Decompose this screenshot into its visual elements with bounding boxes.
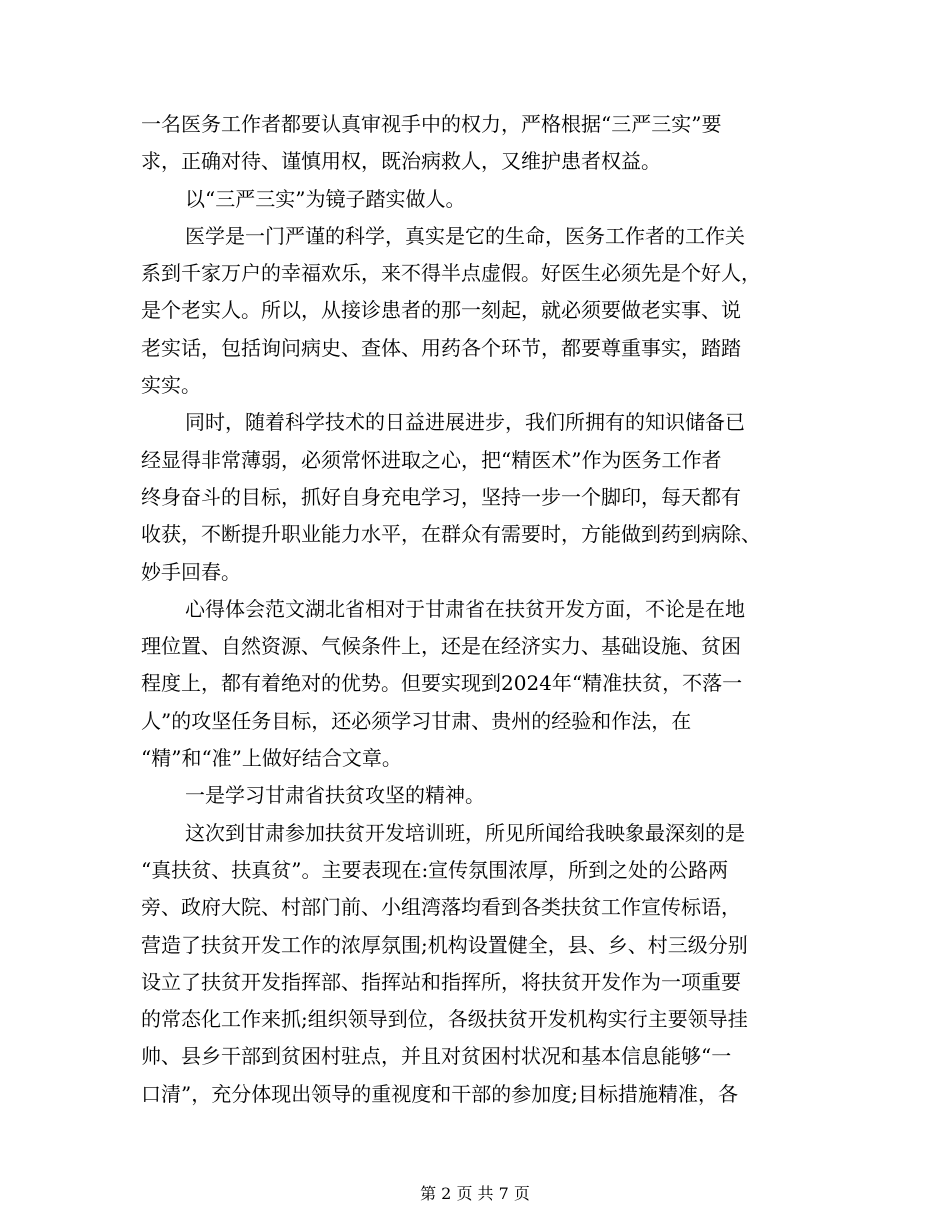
text-line: 理位置、自然资源、气候条件上，还是在经济实力、基础设施、贫困 [141, 634, 741, 659]
text-line: 人”的攻坚任务目标，还必须学习甘肃、贵州的经验和作法，在 [141, 708, 692, 733]
document-body [141, 106, 809, 1113]
text-line: 终身奋斗的目标，抓好自身充电学习，坚持一步一个脚印，每天都有 [141, 484, 741, 509]
text-line: 营造了扶贫开发工作的浓厚氛围;机构设置健全，县、乡、村三级分别 [141, 932, 748, 957]
text-line: 程度上，都有着绝对的优势。但要实现到2024年“精准扶贫，不落一 [141, 671, 743, 696]
text-line: 收获，不断提升职业能力水平，在群众有需要时，方能做到药到病除、 [141, 522, 761, 547]
text-line: 设立了扶贫开发指挥部、指挥站和指挥所，将扶贫开发作为一项重要 [141, 969, 741, 994]
text-line: 是个老实人。所以，从接诊患者的那一刻起，就必须要做老实事、说 [141, 298, 741, 323]
text-line: 老实话，包括询问病史、查体、用药各个环节，都要尊重事实，踏踏 [141, 335, 741, 360]
text-line: 口清”，充分体现出领导的重视度和干部的参加度;目标措施精准，各 [141, 1081, 738, 1106]
text-line: “精”和“准”上做好结合文章。 [141, 746, 402, 771]
text-line: 旁、政府大院、村部门前、小组湾落均看到各类扶贫工作宣传标语， [141, 895, 741, 920]
text-line: 帅、县乡干部到贫困村驻点，并且对贫困村状况和基本信息能够“一 [141, 1044, 732, 1069]
text-line: 经显得非常薄弱，必须常怀进取之心，把“精医术”作为医务工作者 [141, 447, 722, 472]
page-number-footer: 第 2 页 共 7 页 [420, 1184, 530, 1203]
text-line: 这次到甘肃参加扶贫开发培训班，所见所闻给我映象最深刻的是 [185, 820, 745, 845]
text-line: 心得体会范文湖北省相对于甘肃省在扶贫开发方面，不论是在地 [185, 596, 745, 621]
text-line: 的常态化工作来抓;组织领导到位，各级扶贫开发机构实行主要领导挂 [141, 1007, 748, 1032]
text-line: 医学是一门严谨的科学，真实是它的生命，医务工作者的工作关 [185, 223, 745, 248]
section-heading: 以“三严三实”为镜子踏实做人。 [185, 186, 466, 211]
text-line: 求，正确对待、谨慎用权，既治病救人，又维护患者权益。 [141, 149, 661, 174]
text-line: 妙手回春。 [141, 559, 241, 584]
section-heading: 一是学习甘肃省扶贫攻坚的精神。 [185, 783, 485, 808]
text-line: 系到千家万户的幸福欢乐，来不得半点虚假。好医生必须先是个好人， [141, 261, 761, 286]
text-line: 同时，随着科学技术的日益进展进步，我们所拥有的知识储备已 [185, 410, 745, 435]
text-line: 实实。 [141, 373, 201, 398]
text-line: 一名医务工作者都要认真审视手中的权力，严格根据“三严三实”要 [141, 112, 722, 136]
text-line: “真扶贫、扶真贫”。主要表现在:宣传氛围浓厚，所到之处的公路两 [141, 857, 729, 882]
